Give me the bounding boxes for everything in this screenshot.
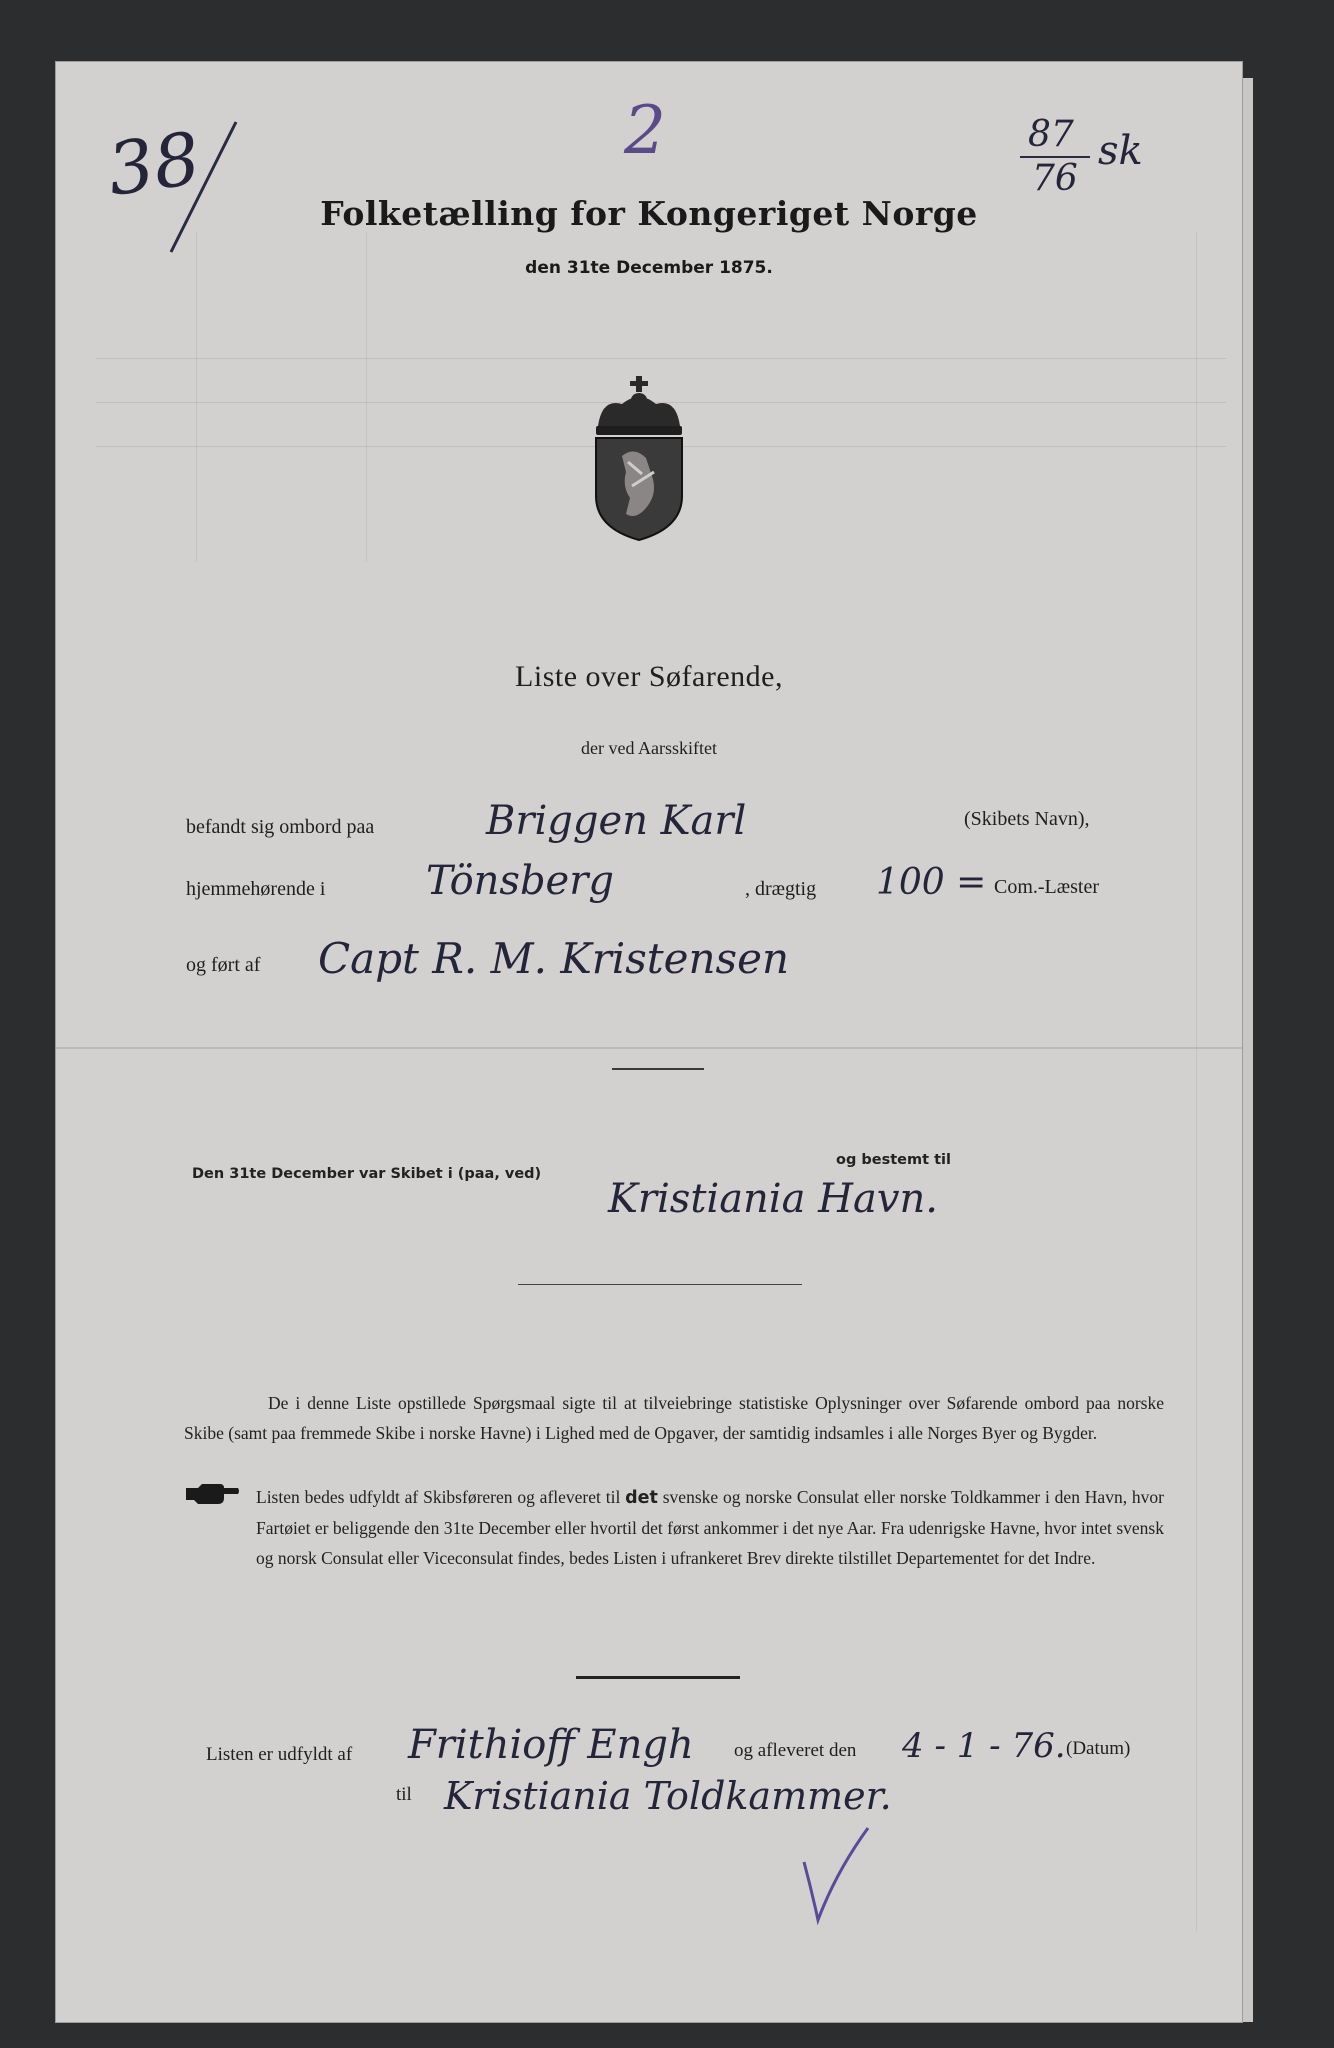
census-form-page <box>56 62 1242 2022</box>
ship-name-suffix: (Skibets Navn), <box>964 808 1090 830</box>
delivered-label: og afleveret den <box>734 1740 857 1761</box>
divider-short <box>612 1068 704 1070</box>
instructions-paragraph-2-bold: det <box>625 1488 658 1508</box>
instructions-paragraph-2-start: Listen bedes udfyldt af Skibsføreren og afleveret til <box>256 1487 626 1507</box>
reference-top: 87 <box>1028 114 1074 155</box>
folio-slash <box>156 112 246 262</box>
recipient-value: Kristiania Toldkammer. <box>444 1774 892 1818</box>
list-subtitle: der ved Aarsskiftet <box>581 738 717 758</box>
form-subtitle: den 31te December 1875. <box>525 258 773 278</box>
divider-bold <box>576 1676 740 1679</box>
bleed-line <box>196 232 197 562</box>
instructions-paragraph-2 <box>256 1482 1164 1573</box>
filled-by-value: Frithioff Engh <box>408 1722 694 1768</box>
captain-label: og ført af <box>186 954 261 976</box>
destination-label: og bestemt til <box>836 1152 951 1168</box>
norway-coat-of-arms <box>592 376 686 542</box>
reference-suffix: sk <box>1098 128 1143 174</box>
tonnage-label: , drægtig <box>745 878 817 900</box>
folio-number: 38 <box>102 116 206 212</box>
captain-value: Capt R. M. Kristensen <box>318 934 790 983</box>
list-title: Liste over Søfarende, <box>515 660 783 693</box>
filled-by-label: Listen er udfyldt af <box>206 1744 353 1765</box>
location-value: Kristiania Havn. <box>608 1176 938 1222</box>
check-mark <box>796 1822 876 1932</box>
ship-label: befandt sig ombord paa <box>186 816 375 838</box>
page-number: 2 <box>624 92 666 169</box>
tonnage-value: 100 = <box>876 862 987 903</box>
paper-fold <box>56 1047 1242 1049</box>
delivery-date-value: 4 - 1 - 76. <box>902 1726 1066 1766</box>
instructions-paragraph-2-end: svenske og norske Consulat eller norske Toldkammer i den Havn, hvor Fartøiet er beliggende den 31te December eller hvortil det først ankommer i det nye Aar. Fra udenrigske Havne, hvor intet svensk og norsk Consulat eller Viceconsulat findes, bedes Listen i ufrankeret Brev direkte tilstillet Departementet for det Indre. <box>256 1487 1164 1568</box>
ship-name-value: Briggen Karl <box>486 798 747 844</box>
date-suffix: (Datum) <box>1066 1738 1131 1759</box>
bleed-line <box>1196 232 1197 1932</box>
home-port-value: Tönsberg <box>426 858 614 904</box>
tonnage-unit: Com.-Læster <box>994 876 1099 898</box>
divider-long <box>518 1284 802 1285</box>
location-label: Den 31te December var Skibet i (paa, ved) <box>192 1166 542 1182</box>
bleed-line <box>96 358 1226 359</box>
recipient-label: til <box>396 1784 412 1805</box>
form-title: Folketælling for Kongeriget Norge <box>320 194 978 233</box>
instructions-paragraph-1: De i denne Liste opstillede Spørgsmaal sigte til at tilveiebringe statistiske Oplysninger over Søfarende ombord paa norske Skibe (samt paa fremmede Skibe i norske Havne) i Lighed med de Opgaver, der samtidig indsamles i alle Norges Byer og Bygder. <box>184 1393 1164 1443</box>
home-port-label: hjemmehørende i <box>186 878 326 900</box>
pointing-hand-icon <box>184 1482 244 1512</box>
reference-bottom: 76 <box>1032 158 1078 199</box>
bleed-line <box>366 232 367 562</box>
